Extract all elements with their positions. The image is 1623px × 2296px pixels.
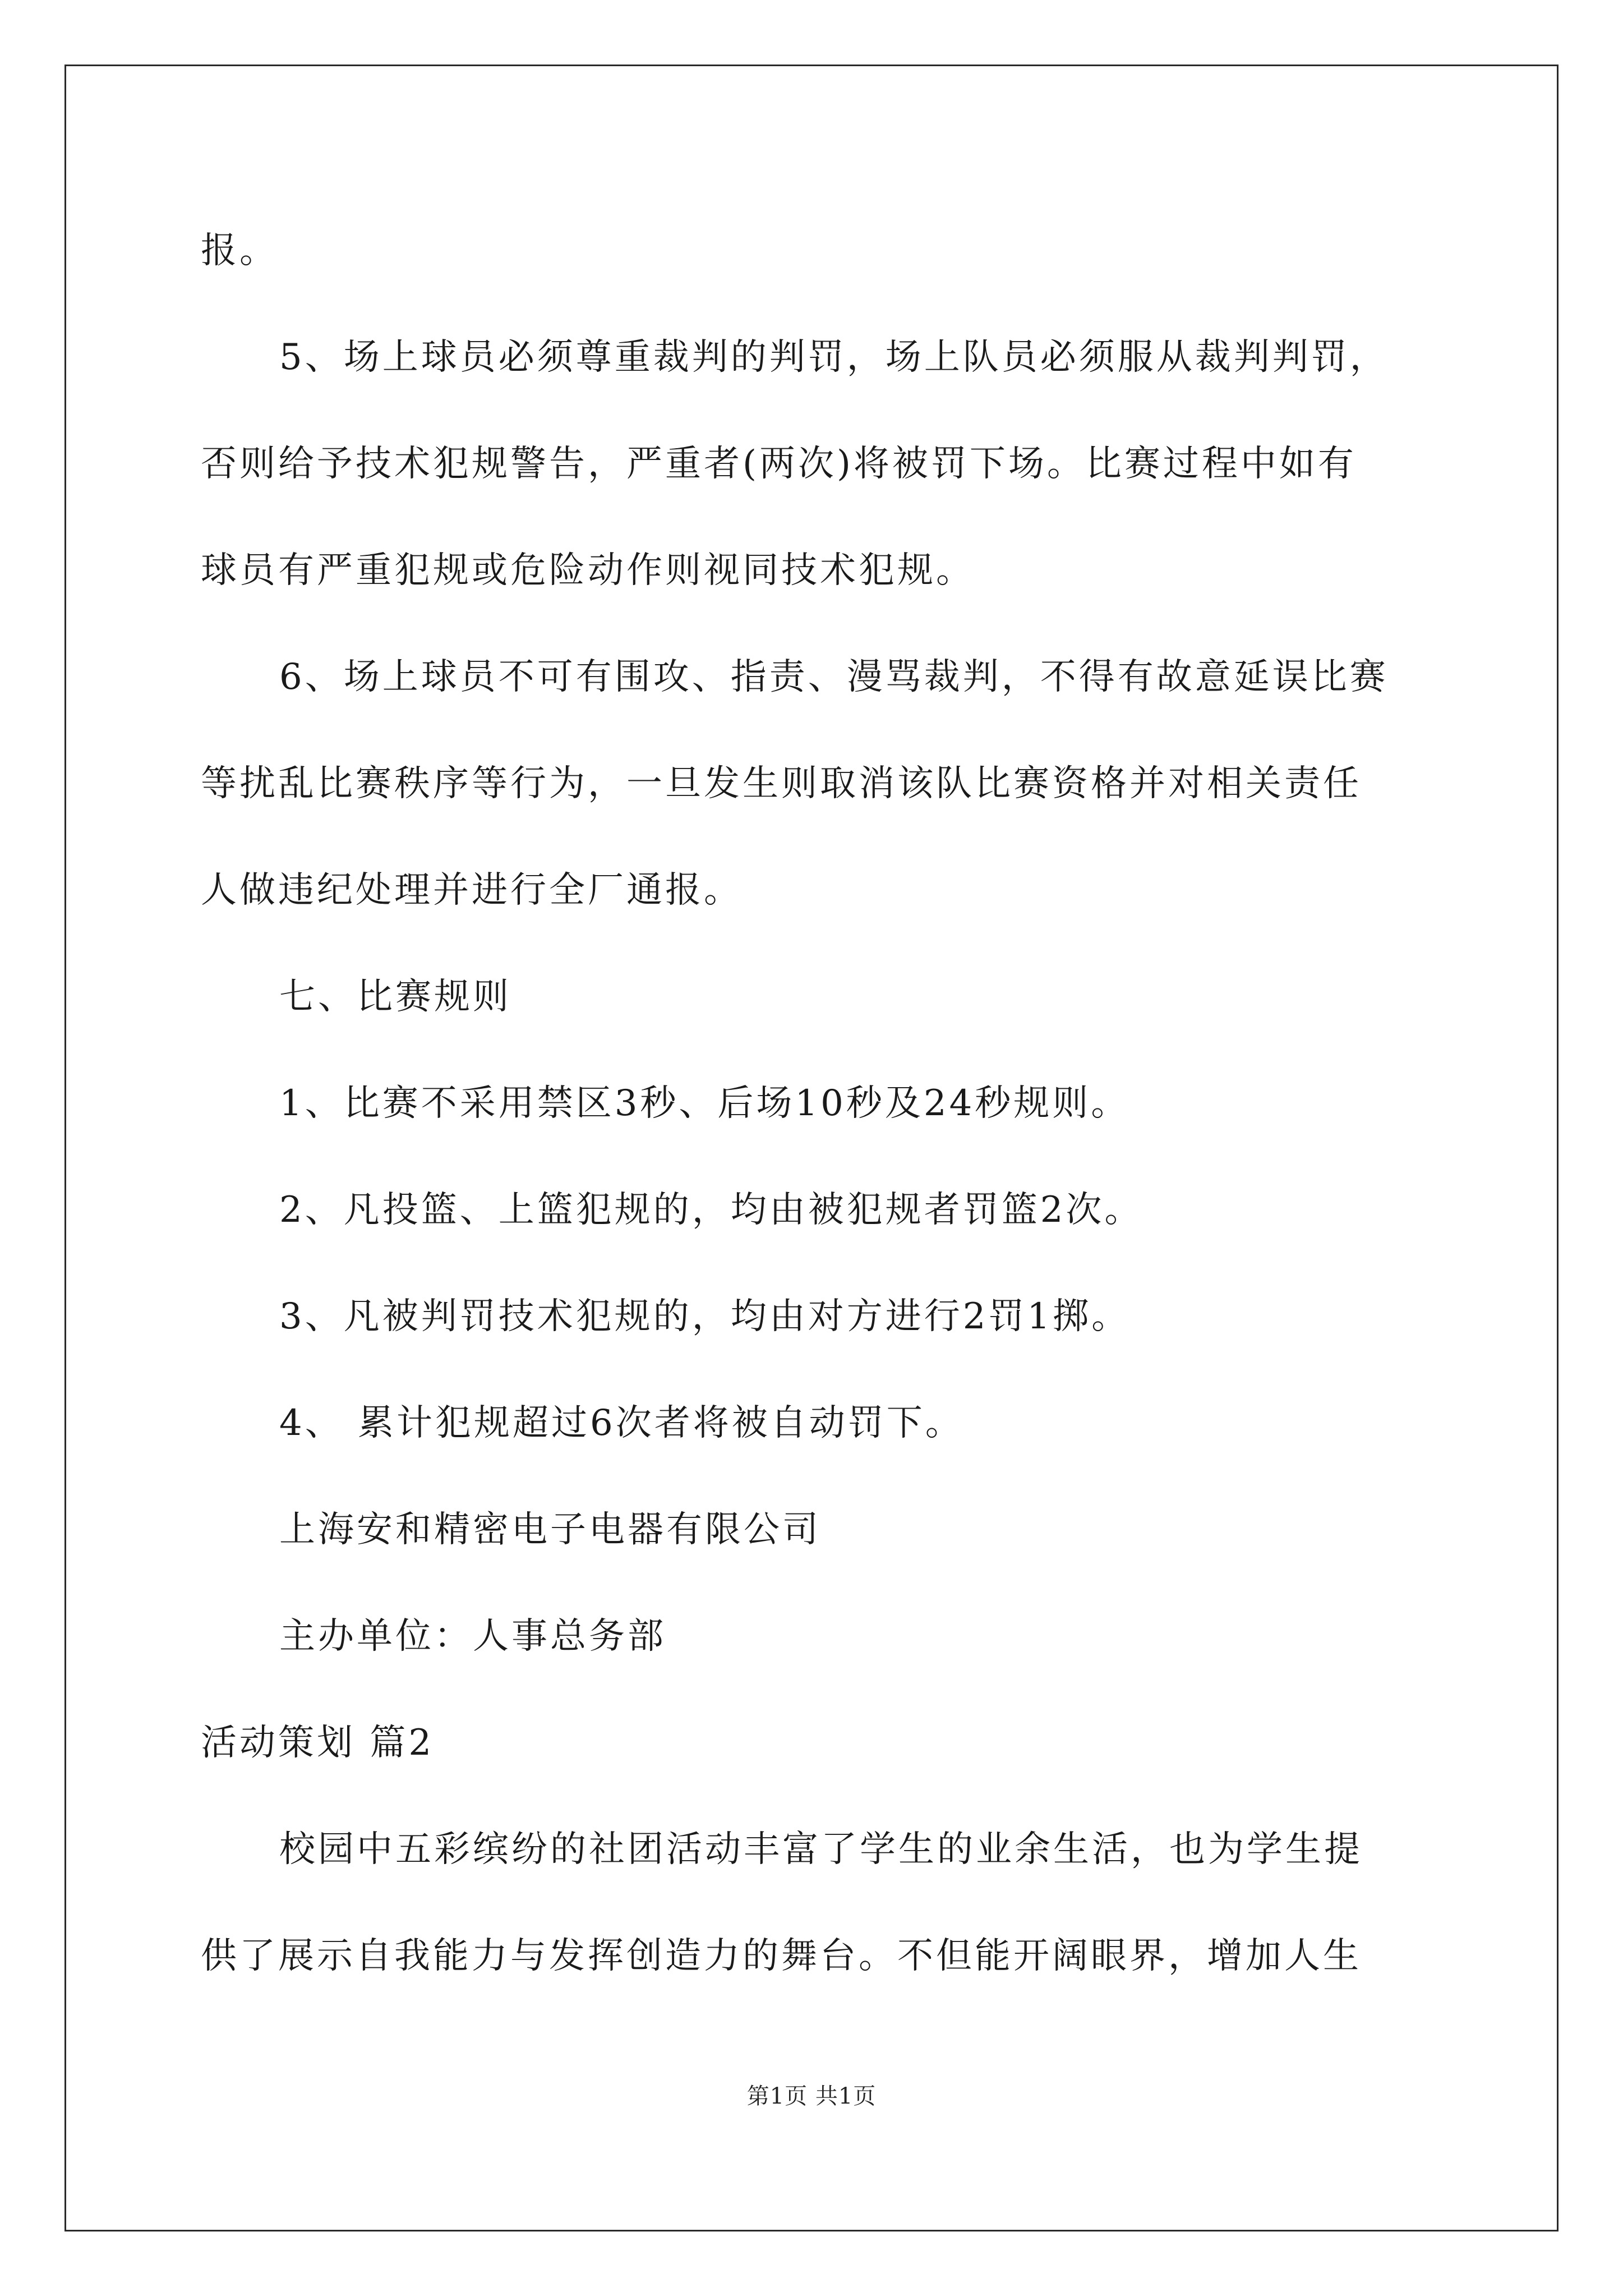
text-line: 球员有严重犯规或危险动作则视同技术犯规。 [201, 550, 975, 591]
text-line: 3、凡被判罚技术犯规的，均由对方进行2罚1掷。 [279, 1296, 1131, 1337]
section-heading: 七、比赛规则 [279, 976, 511, 1018]
text-line: 6、场上球员不可有围攻、指责、漫骂裁判，不得有故意延误比赛 [279, 656, 1389, 698]
text-line: 供了展示自我能力与发挥创造力的舞台。不但能开阔眼界，增加人生 [201, 1935, 1362, 1977]
text-line: 5、场上球员必须尊重裁判的判罚，场上队员必须服从裁判判罚， [279, 337, 1389, 378]
organizer-unit: 主办单位：人事总务部 [279, 1616, 666, 1657]
page-frame [64, 65, 1559, 2231]
text-line: 等扰乱比赛秩序等行为，一旦发生则取消该队比赛资格并对相关责任 [201, 763, 1362, 804]
text-line: 2、凡投篮、上篮犯规的，均由被犯规者罚篮2次。 [279, 1189, 1144, 1231]
section-title: 活动策划 篇2 [201, 1722, 435, 1764]
text-line: 校园中五彩缤纷的社团活动丰富了学生的业余生活，也为学生提 [279, 1829, 1363, 1870]
text-line: 4、 累计犯规超过6次者将被自动罚下。 [279, 1402, 964, 1444]
organizer-company: 上海安和精密电子电器有限公司 [279, 1509, 821, 1550]
text-line: 报。 [201, 230, 278, 272]
text-line: 否则给予技术犯规警告，严重者(两次)将被罚下场。比赛过程中如有 [201, 443, 1357, 485]
text-line: 1、比赛不采用禁区3秒、后场10秒及24秒规则。 [279, 1083, 1130, 1124]
page-footer: 第1页 共1页 [746, 2083, 877, 2109]
text-line: 人做违纪处理并进行全厂通报。 [201, 869, 743, 911]
